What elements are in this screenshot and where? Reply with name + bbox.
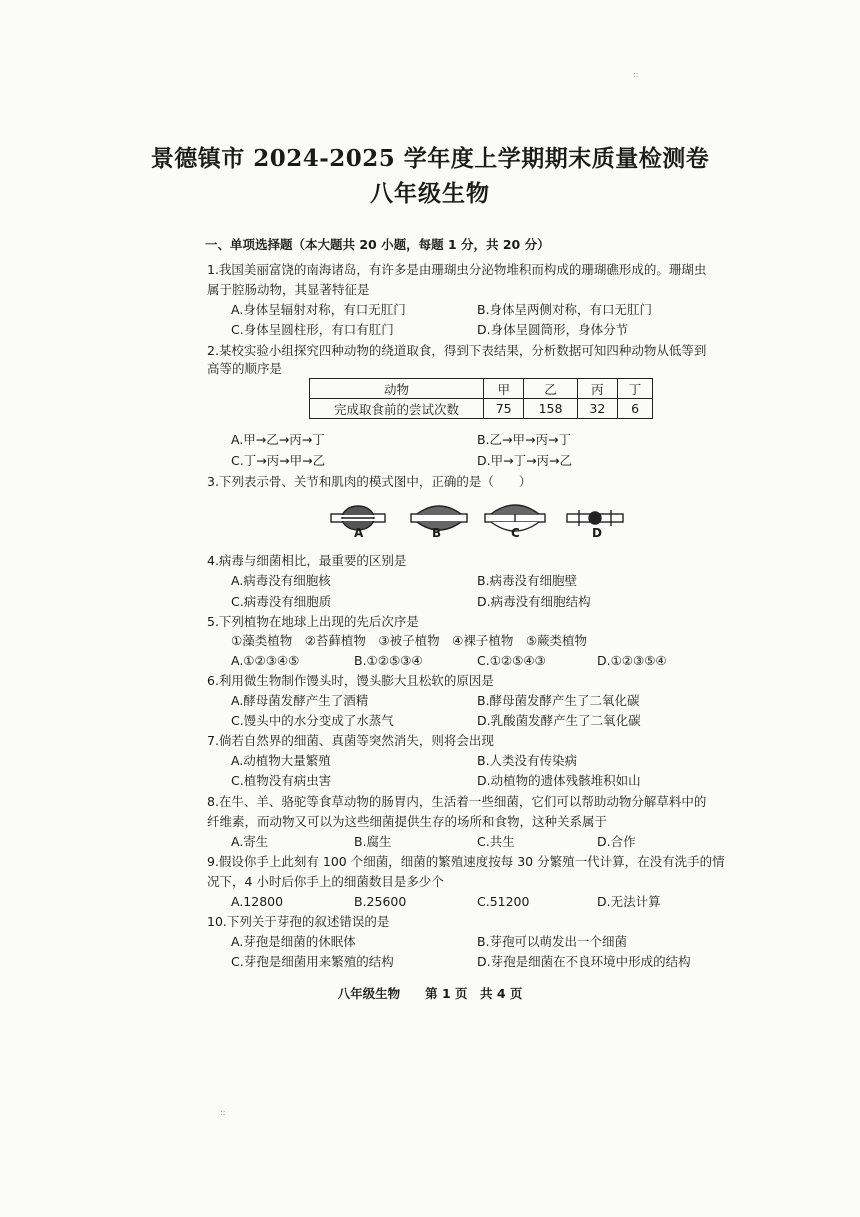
q10-option-b: B.芽孢可以萌发出一个细菌 xyxy=(477,934,628,949)
q10-option-d: D.芽孢是细菌在不良环境中形成的结构 xyxy=(477,954,691,969)
q3-stem: 3.下列表示骨、关节和肌肉的模式图中，正确的是（ ） xyxy=(207,474,532,489)
q7-option-d: D.动植物的遗体残骸堆积如山 xyxy=(477,773,641,788)
q10-option-a: A.芽孢是细菌的休眠体 xyxy=(231,934,356,949)
q5-items: ①藻类植物 ②苔藓植物 ③被子植物 ④裸子植物 ⑤蕨类植物 xyxy=(231,633,588,648)
q6-option-b: B.酵母菌发酵产生了二氧化碳 xyxy=(477,693,640,708)
q9-option-c: C.51200 xyxy=(477,894,530,909)
q4-option-c: C.病毒没有细胞质 xyxy=(231,594,332,609)
q9-option-b: B.25600 xyxy=(354,894,407,909)
q1-option-a: A.身体呈辐射对称，有口无肛门 xyxy=(231,302,406,317)
q8-stem-line1: 8.在牛、羊、骆驼等食草动物的肠胃内，生活着一些细菌，它们可以帮助动物分解草料中的 xyxy=(207,794,707,809)
table-cell: 甲 xyxy=(484,379,524,399)
figure-label-c: C xyxy=(511,526,520,540)
q1-stem-line2: 属于腔肠动物，其显著特征是 xyxy=(207,282,370,297)
q5-option-a: A.①②③④⑤ xyxy=(231,653,300,668)
q6-option-c: C.馒头中的水分变成了水蒸气 xyxy=(231,713,394,728)
section-heading: 一、单项选择题（本大题共 20 小题，每题 1 分，共 20 分） xyxy=(205,237,550,252)
q7-option-b: B.人类没有传染病 xyxy=(477,753,578,768)
q10-stem: 10.下列关于芽孢的叙述错误的是 xyxy=(207,914,390,929)
exam-subtitle: 八年级生物 xyxy=(370,180,490,207)
q1-stem-line1: 1.我国美丽富饶的南海诸岛，有许多是由珊瑚虫分泌物堆积而构成的珊瑚礁形成的。珊瑚虫 xyxy=(207,262,707,277)
q8-option-c: C.共生 xyxy=(477,834,515,849)
exam-title: 景德镇市 2024-2025 学年度上学期期末质量检测卷 xyxy=(150,145,710,172)
q6-option-a: A.酵母菌发酵产生了酒精 xyxy=(231,693,369,708)
q10-option-c: C.芽孢是细菌用来繁殖的结构 xyxy=(231,954,394,969)
q6-option-d: D.乳酸菌发酵产生了二氧化碳 xyxy=(477,713,641,728)
q5-option-b: B.①②⑤③④ xyxy=(354,653,423,668)
q9-stem-line1: 9.假设你手上此刻有 100 个细菌，细菌的繁殖速度按每 30 分繁殖一代计算，在没有洗手的情 xyxy=(207,854,725,869)
table-cell: 动物 xyxy=(310,379,484,399)
q7-option-a: A.动植物大量繁殖 xyxy=(231,753,331,768)
q7-option-c: C.植物没有病虫害 xyxy=(231,773,332,788)
figure-d xyxy=(567,510,623,526)
q6-stem: 6.利用微生物制作馒头时，馒头膨大且松软的原因是 xyxy=(207,673,494,688)
figure-label-b: B xyxy=(432,526,442,540)
q2-option-d: D.甲→丁→丙→乙 xyxy=(477,453,573,468)
q9-option-d: D.无法计算 xyxy=(597,894,661,909)
page-footer: 八年级生物 第 1 页 共 4 页 xyxy=(337,986,523,1001)
table-cell: 32 xyxy=(577,399,617,419)
q5-option-c: C.①②⑤④③ xyxy=(477,653,546,668)
table-cell: 乙 xyxy=(524,379,577,399)
q4-option-b: B.病毒没有细胞壁 xyxy=(477,573,578,588)
table-cell: 丙 xyxy=(577,379,617,399)
q3-figures xyxy=(325,496,635,544)
scan-speck: :: xyxy=(633,70,639,79)
table-header-row xyxy=(310,379,653,399)
q5-option-d: D.①②③⑤④ xyxy=(597,653,667,668)
q1-option-b: B.身体呈两侧对称，有口无肛门 xyxy=(477,302,653,317)
q2-option-a: A.甲→乙→丙→丁 xyxy=(231,432,325,447)
q4-option-d: D.病毒没有细胞结构 xyxy=(477,594,591,609)
q1-option-d: D.身体呈圆筒形，身体分节 xyxy=(477,322,629,337)
q5-stem: 5.下列植物在地球上出现的先后次序是 xyxy=(207,614,419,629)
q8-option-b: B.腐生 xyxy=(354,834,392,849)
scan-speck: :: xyxy=(220,1108,226,1117)
figure-label-a: A xyxy=(354,526,364,540)
q7-stem: 7.倘若自然界的细菌、真菌等突然消失，则将会出现 xyxy=(207,733,494,748)
q8-option-a: A.寄生 xyxy=(231,834,269,849)
figure-label-d: D xyxy=(592,526,602,540)
q9-option-a: A.12800 xyxy=(231,894,284,909)
q2-stem-line2: 高等的顺序是 xyxy=(207,361,283,376)
q2-table xyxy=(309,378,653,419)
q8-option-d: D.合作 xyxy=(597,834,636,849)
q2-option-c: C.丁→丙→甲→乙 xyxy=(231,453,326,468)
table-row xyxy=(310,399,653,419)
table-cell: 6 xyxy=(618,399,653,419)
q8-stem-line2: 纤维素，而动物又可以为这些细菌提供生存的场所和食物，这种关系属于 xyxy=(207,814,608,829)
q1-option-c: C.身体呈圆柱形，有口有肛门 xyxy=(231,322,394,337)
table-cell: 158 xyxy=(524,399,577,419)
q4-option-a: A.病毒没有细胞核 xyxy=(231,573,331,588)
q2-option-b: B.乙→甲→丙→丁 xyxy=(477,432,571,447)
q2-stem-line1: 2.某校实验小组探究四种动物的绕道取食，得到下表结果，分析数据可知四种动物从低等到 xyxy=(207,343,707,358)
table-cell: 75 xyxy=(484,399,524,419)
table-cell: 完成取食前的尝试次数 xyxy=(310,399,484,419)
q4-stem: 4.病毒与细菌相比，最重要的区别是 xyxy=(207,553,407,568)
q9-stem-line2: 况下，4 小时后你手上的细菌数目是多少个 xyxy=(207,874,444,889)
table-cell: 丁 xyxy=(618,379,653,399)
